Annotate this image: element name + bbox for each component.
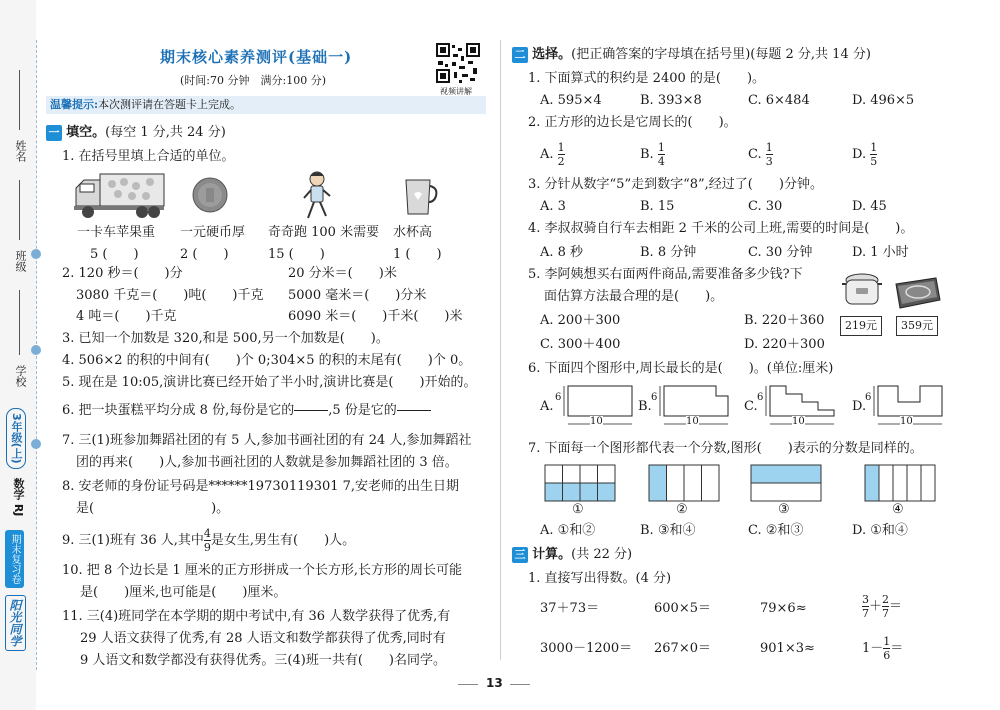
s2-q6: 6. 下面四个图形中,周长最长的是( )。(单位:厘米)	[528, 361, 834, 376]
s2-q5-opt-b[interactable]: B. 220＋360	[744, 313, 825, 328]
s1-q2-r3-right: 6090 米＝( )千米( )米	[288, 309, 463, 324]
price-tag-cooker: 219元	[840, 316, 882, 336]
shape-d-height: 6	[865, 392, 872, 403]
fraction-grid-3	[750, 464, 822, 502]
q1-item-run: 奇奇跑 100 米需要	[268, 225, 380, 240]
rice-cooker-icon	[842, 270, 882, 310]
s2-q4-opt-d[interactable]: D. 1 小时	[852, 245, 909, 260]
fraction-grid-2	[648, 464, 720, 502]
section2-badge: 二	[512, 47, 528, 63]
q1-blank-cup[interactable]: 1 ( )	[393, 247, 442, 262]
brand-logo: 阳光同学	[5, 595, 26, 651]
school-label: 学校	[14, 365, 27, 387]
cup-icon	[404, 178, 440, 216]
grid-3-mark: ③	[778, 502, 790, 517]
s1-q7-line2: 团的再来( )人,参加书画社团的人数就是参加舞蹈社团的 3 倍。	[76, 455, 458, 470]
time-score-info: (时间:70 分钟 满分:100 分)	[180, 74, 326, 87]
s1-q9-text-a: 9. 三(1)班有 36 人,其中	[62, 533, 204, 548]
s2-q5-line1: 5. 李阿姨想买右面两件商品,需要准备多少钱?下	[528, 267, 803, 282]
q1-item-coin: 一元硬币厚	[180, 225, 246, 240]
tip-content: 本次测评请在答题卡上完成。	[98, 98, 242, 111]
s1-q6-blank-fraction-2[interactable]	[397, 398, 431, 423]
s1-q7-line1: 7. 三(1)班参加舞蹈社团的有 5 人,参加书画社团的有 24 人,参加舞蹈社	[62, 433, 472, 448]
s1-q9-text-b: 是女生,男生有( )人。	[210, 533, 356, 548]
s2-q1-opt-d[interactable]: D. 496×5	[852, 93, 915, 108]
s1-q2-r1-right: 20 分米＝( )米	[288, 266, 397, 281]
s1-q3: 3. 已知一个加数是 320,和是 500,另一个加数是( )。	[62, 331, 389, 346]
s2-q2-opt-b[interactable]: B. $\frac{1}{4}$	[640, 141, 665, 168]
calc-1: 37＋73＝	[540, 601, 600, 616]
s1-q2-r2-left: 3080 千克＝( )吨( )千克	[76, 288, 264, 303]
shape-b-height: 6	[651, 392, 658, 403]
section2-header	[512, 46, 871, 64]
calc-2: 600×5＝	[654, 601, 711, 616]
s1-q10-line1: 10. 把 8 个边长是 1 厘米的正方形拼成一个长方形,长方形的周长可能	[62, 563, 463, 578]
s2-q5-opt-a[interactable]: A. 200＋300	[540, 313, 621, 328]
footer-line-right	[510, 684, 530, 685]
binding-dot	[31, 345, 41, 355]
s1-q8-line1: 8. 安老师的身份证号码是******19730119301 7,安老师的出生日期	[62, 479, 460, 494]
s2-q7-opt-a[interactable]: A. ①和②	[540, 523, 596, 538]
s2-q2-opt-c[interactable]: C. $\frac{1}{3}$	[748, 141, 773, 168]
s2-q2: 2. 正方形的边长是它周长的( )。	[528, 115, 737, 130]
s2-q5-line2: 面估算方法最合理的是( )。	[544, 289, 724, 304]
s1-q1: 1. 在括号里填上合适的单位。	[62, 149, 235, 164]
section3-badge: 三	[512, 547, 528, 563]
s2-q6-opt-a-letter[interactable]: A.	[540, 399, 554, 414]
review-badge: 期末复习卷	[5, 530, 24, 588]
class-line	[19, 180, 20, 240]
s2-q4-opt-a[interactable]: A. 8 秒	[540, 245, 584, 260]
calc-6: 267×0＝	[654, 641, 711, 656]
section3-score: (共 22 分)	[571, 547, 633, 562]
calc-8: 1－ $\frac{1}{6}$ ＝	[862, 635, 904, 662]
s2-q7-opt-c[interactable]: C. ②和③	[748, 523, 804, 538]
calc-4: $\frac{3}{7}$ ＋ $\frac{2}{7}$ ＝	[862, 593, 903, 620]
calc-5: 3000－1200＝	[540, 641, 633, 656]
school-line	[19, 290, 20, 355]
s1-q11-line2: 29 人语文获得了优秀,有 28 人语文和数学都获得了优秀,同时有	[80, 631, 446, 646]
s2-q1: 1. 下面算式的积约是 2400 的是( )。	[528, 71, 766, 86]
fraction-grid-4	[864, 464, 936, 502]
section1-header	[46, 124, 226, 142]
s1-q6-text-b: ,5 份是它的	[328, 403, 397, 418]
s2-q3: 3. 分针从数字“5”走到数字“8”,经过了( )分钟。	[528, 177, 823, 192]
s2-q4: 4. 李叔叔骑自行车去相距 2 千米的公司上班,需要的时间是( )。	[528, 221, 914, 236]
s1-q10-line2: 是( )厘米,也可能是( )厘米。	[80, 585, 287, 600]
qr-code-icon[interactable]	[435, 42, 481, 84]
s1-q6-blank-fraction[interactable]	[294, 398, 328, 423]
tip-label: 温馨提示:	[50, 98, 99, 111]
s1-q6	[62, 398, 431, 423]
binding-dot	[31, 249, 41, 259]
s2-q7-opt-b[interactable]: B. ③和④	[640, 523, 696, 538]
section3-title: 计算。	[532, 547, 572, 562]
fraction-grid-1	[544, 464, 616, 502]
s1-q4: 4. 506×2 的积的中间有( )个 0;304×5 的积的末尾有( )个 0。	[62, 353, 472, 368]
section1-score: (每空 1 分,共 24 分)	[105, 125, 226, 140]
s2-q6-opt-b-letter[interactable]: B.	[638, 399, 652, 414]
s1-q11-line1: 11. 三(4)班同学在本学期的期中考试中,有 36 人数学获得了优秀,有	[62, 609, 451, 624]
price-tag-induction: 359元	[896, 316, 938, 336]
page-title: 期末核心素养测评(基础一)	[160, 48, 353, 66]
induction-cooker-icon	[890, 276, 942, 310]
section3-header	[512, 546, 632, 564]
section2-score: (把正确答案的字母填在括号里)(每题 2 分,共 14 分)	[571, 47, 871, 62]
s1-q8-line2: 是( )。	[76, 501, 230, 516]
grid-2-mark: ②	[676, 502, 688, 517]
shape-a-height: 6	[555, 392, 562, 403]
s2-q4-opt-c[interactable]: C. 30 分钟	[748, 245, 813, 260]
s2-q7: 7. 下面每一个图形都代表一个分数,图形( )表示的分数是同样的。	[528, 441, 923, 456]
calc-3: 79×6≈	[760, 601, 807, 616]
s2-q1-opt-a[interactable]: A. 595×4	[540, 93, 602, 108]
s2-q5-opt-d[interactable]: D. 220＋300	[744, 337, 825, 352]
q1-item-truck: 一卡车苹果重	[77, 225, 156, 240]
running-boy-icon	[300, 170, 334, 222]
s2-q6-opt-c-letter[interactable]: C.	[744, 399, 758, 414]
s2-q2-opt-a[interactable]: A. $\frac{1}{2}$	[540, 141, 565, 168]
s2-q3-opt-c[interactable]: C. 30	[748, 199, 783, 214]
qr-caption: 视频讲解	[440, 87, 472, 96]
column-divider	[500, 40, 501, 660]
s2-q1-opt-c[interactable]: C. 6×484	[748, 93, 810, 108]
s1-q6-text-a: 6. 把一块蛋糕平均分成 8 份,每份是它的	[62, 403, 295, 418]
class-label: 班级	[14, 250, 27, 272]
q1-blank-coin[interactable]: 2 ( )	[180, 247, 229, 262]
s2-q1-opt-b[interactable]: B. 393×8	[640, 93, 702, 108]
s2-q5-opt-c[interactable]: C. 300＋400	[540, 337, 621, 352]
s2-q3-opt-a[interactable]: A. 3	[540, 199, 566, 214]
s2-q3-opt-d[interactable]: D. 45	[852, 199, 887, 214]
s1-q2-r3-left: 4 吨＝( )千克	[76, 309, 177, 324]
section1-title: 填空。	[66, 125, 106, 140]
grid-4-mark: ④	[892, 502, 904, 517]
name-line	[19, 70, 20, 130]
s1-q2-r1-left: 2. 120 秒＝( )分	[62, 266, 183, 281]
s2-q7-opt-d[interactable]: D. ①和④	[852, 523, 908, 538]
q1-item-cup: 水杯高	[393, 225, 433, 240]
s2-q2-opt-d[interactable]: D. $\frac{1}{5}$	[852, 141, 878, 168]
page-number: 13	[486, 676, 503, 690]
section1-badge: 一	[46, 125, 62, 141]
calc-7: 901×3≈	[760, 641, 815, 656]
grade-badge: 3年级(上)	[6, 408, 26, 469]
s3-q1: 1. 直接写出得数。(4 分)	[528, 571, 672, 586]
tip-text	[50, 96, 241, 114]
s2-q3-opt-b[interactable]: B. 15	[640, 199, 675, 214]
coin-icon	[192, 176, 228, 214]
s1-q9	[62, 528, 355, 553]
grid-1-mark: ①	[572, 502, 584, 517]
footer-line-left	[458, 684, 478, 685]
name-label: 姓名	[14, 140, 27, 162]
truck-icon	[74, 170, 166, 220]
shape-b-width: 10	[686, 416, 699, 427]
s1-q5: 5. 现在是 10:05,演讲比赛已经开始了半小时,演讲比赛是( )开始的。	[62, 375, 477, 390]
s1-q2-r2-right: 5000 毫米＝( )分米	[288, 288, 427, 303]
s1-q9-fraction: $\frac{4}{9}$	[203, 527, 211, 554]
shape-c-height: 6	[757, 392, 764, 403]
binding-dot	[31, 439, 41, 449]
shape-d-width: 10	[900, 416, 913, 427]
binding-line	[36, 40, 37, 670]
section2-title: 选择。	[532, 47, 572, 62]
shape-c-width: 10	[792, 416, 805, 427]
s1-q11-line3: 9 人语文和数学都没有获得优秀。三(4)班一共有( )名同学。	[80, 653, 446, 668]
s2-q6-opt-d-letter[interactable]: D.	[852, 399, 867, 414]
q1-blank-truck[interactable]: 5 ( )	[90, 247, 139, 262]
subject-label: 数学 RJ	[12, 478, 25, 517]
q1-blank-run[interactable]: 15 ( )	[268, 247, 325, 262]
s2-q4-opt-b[interactable]: B. 8 分钟	[640, 245, 697, 260]
shape-a-width: 10	[590, 416, 603, 427]
